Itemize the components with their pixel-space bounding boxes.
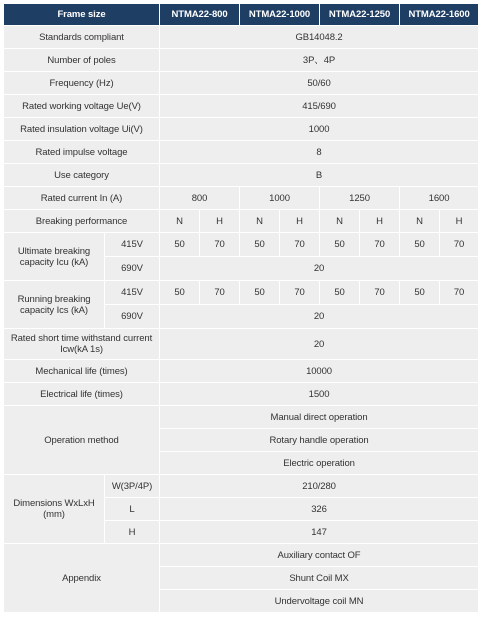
impulse-voltage-row (4, 141, 478, 163)
performance-cell: H (360, 210, 399, 232)
working-voltage-row (4, 95, 478, 117)
performance-cell: H (200, 210, 239, 232)
model-header: NTMA22-1250 (320, 4, 399, 25)
spec-table (3, 3, 479, 613)
capacity-cell: 50 (240, 233, 279, 256)
row-label: Standards compliant (4, 26, 159, 48)
capacity-cell: 50 (160, 281, 199, 304)
capacity-cell: 50 (320, 233, 359, 256)
dimension-value: 326 (160, 498, 478, 520)
dimension-label: W(3P/4P) (105, 475, 159, 497)
voltage-label: 415V (105, 281, 159, 304)
dimension-label: L (105, 498, 159, 520)
row-value: 1000 (160, 118, 478, 140)
appendix-item: Auxiliary contact OF (160, 544, 478, 566)
performance-cell: N (400, 210, 439, 232)
capacity-cell: 50 (400, 233, 439, 256)
row-label: Number of poles (4, 49, 159, 71)
frame-size-header: Frame size (4, 4, 159, 25)
row-value: 3P、4P (160, 49, 478, 71)
frequency-row (4, 72, 478, 94)
row-label: Rated current In (A) (4, 187, 159, 209)
row-label: Frequency (Hz) (4, 72, 159, 94)
voltage-label: 690V (105, 257, 159, 280)
model-header: NTMA22-1600 (400, 4, 478, 25)
appendix-row-1 (4, 544, 478, 566)
electrical-life-row (4, 383, 478, 405)
rated-current-cell: 800 (160, 187, 239, 209)
capacity-cell: 70 (200, 233, 239, 256)
dimension-value: 210/280 (160, 475, 478, 497)
rated-current-row (4, 187, 478, 209)
model-header: NTMA22-800 (160, 4, 239, 25)
performance-cell: N (240, 210, 279, 232)
operation-option: Rotary handle operation (160, 429, 478, 451)
row-value: B (160, 164, 478, 186)
header-row (4, 4, 478, 25)
capacity-cell: 70 (280, 281, 319, 304)
operation-option: Electric operation (160, 452, 478, 474)
capacity-cell: 20 (160, 305, 478, 328)
ultimate-415-row (4, 233, 478, 256)
dimensions-w-row (4, 475, 478, 497)
operation-option: Manual direct operation (160, 406, 478, 428)
row-value: 50/60 (160, 72, 478, 94)
rated-current-cell: 1250 (320, 187, 399, 209)
row-label: Breaking performance (4, 210, 159, 232)
row-label: Rated short time withstand current Icw(kA 1s) (4, 329, 159, 359)
model-header: NTMA22-1000 (240, 4, 319, 25)
capacity-cell: 70 (360, 233, 399, 256)
performance-cell: H (280, 210, 319, 232)
use-category-row (4, 164, 478, 186)
short-time-row (4, 329, 478, 359)
row-value: 20 (160, 329, 478, 359)
row-label: Mechanical life (times) (4, 360, 159, 382)
capacity-cell: 70 (200, 281, 239, 304)
appendix-item: Undervoltage coil MN (160, 590, 478, 612)
row-label: Running breaking capacity Ics (kA) (4, 281, 104, 328)
capacity-cell: 50 (320, 281, 359, 304)
capacity-cell: 20 (160, 257, 478, 280)
row-value: 8 (160, 141, 478, 163)
row-label: Operation method (4, 406, 159, 474)
rated-current-cell: 1600 (400, 187, 478, 209)
row-value: GB14048.2 (160, 26, 478, 48)
capacity-cell: 50 (160, 233, 199, 256)
voltage-label: 690V (105, 305, 159, 328)
row-label: Electrical life (times) (4, 383, 159, 405)
insulation-voltage-row (4, 118, 478, 140)
row-label: Appendix (4, 544, 159, 612)
performance-cell: N (320, 210, 359, 232)
capacity-cell: 70 (280, 233, 319, 256)
voltage-label: 415V (105, 233, 159, 256)
mechanical-life-row (4, 360, 478, 382)
running-415-row (4, 281, 478, 304)
poles-row (4, 49, 478, 71)
operation-row-1 (4, 406, 478, 428)
capacity-cell: 70 (360, 281, 399, 304)
row-label: Rated working voltage Ue(V) (4, 95, 159, 117)
row-value: 415/690 (160, 95, 478, 117)
dimension-value: 147 (160, 521, 478, 543)
performance-cell: N (160, 210, 199, 232)
capacity-cell: 70 (440, 281, 478, 304)
row-label: Rated impulse voltage (4, 141, 159, 163)
row-label: Ultimate breaking capacity Icu (kA) (4, 233, 104, 280)
standards-row (4, 26, 478, 48)
capacity-cell: 50 (240, 281, 279, 304)
rated-current-cell: 1000 (240, 187, 319, 209)
row-label: Dimensions WxLxH (mm) (4, 475, 104, 543)
appendix-item: Shunt Coil MX (160, 567, 478, 589)
row-value: 1500 (160, 383, 478, 405)
row-label: Rated insulation voltage Ui(V) (4, 118, 159, 140)
dimension-label: H (105, 521, 159, 543)
capacity-cell: 50 (400, 281, 439, 304)
breaking-performance-row (4, 210, 478, 232)
row-label: Use category (4, 164, 159, 186)
row-value: 10000 (160, 360, 478, 382)
capacity-cell: 70 (440, 233, 478, 256)
performance-cell: H (440, 210, 478, 232)
